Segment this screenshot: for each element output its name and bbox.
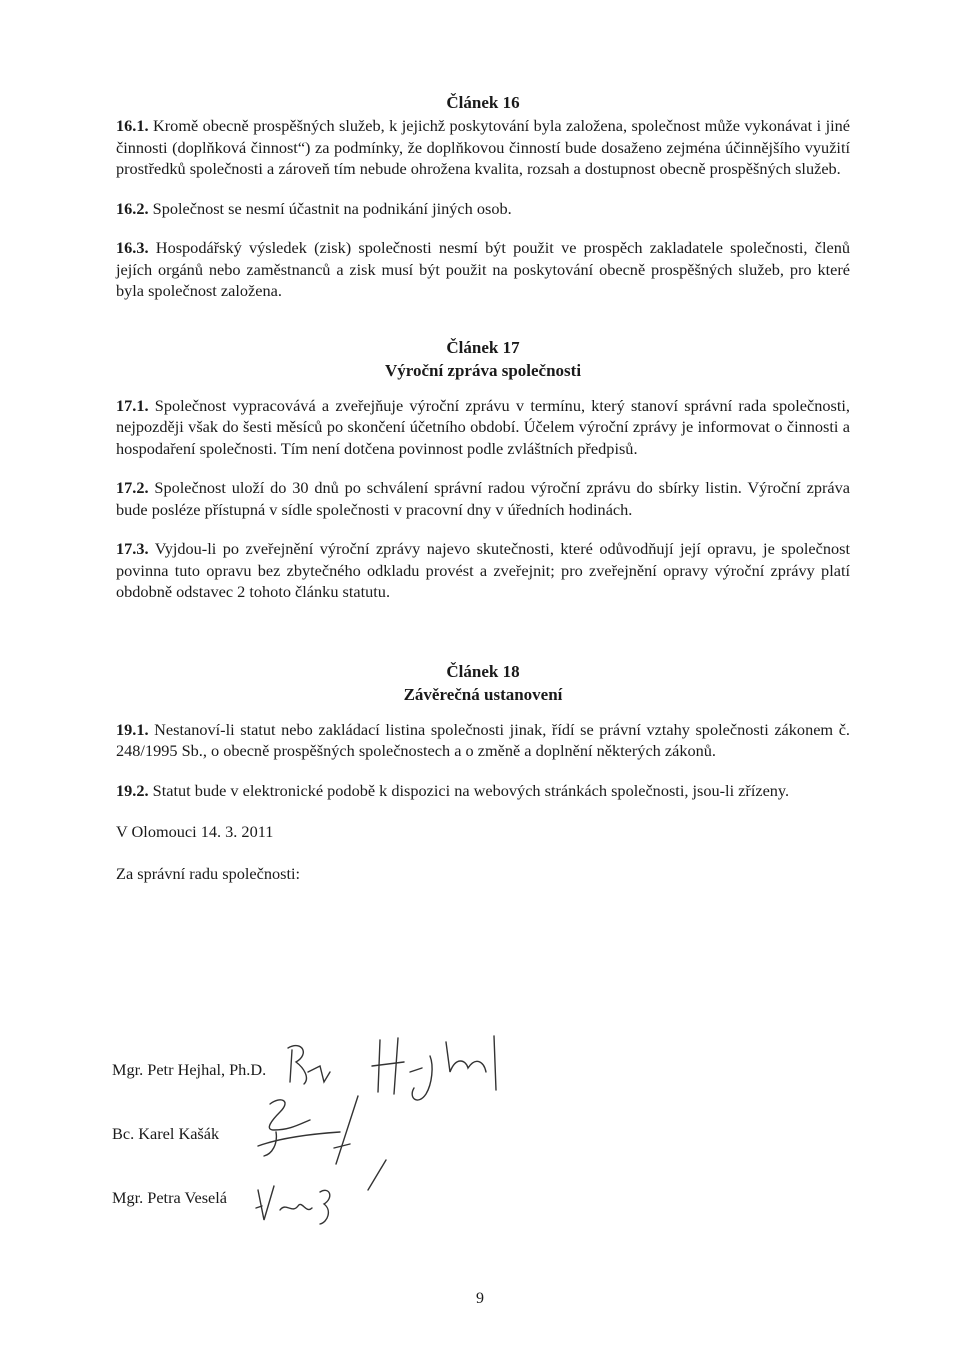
article-18-subheading: Závěrečná ustanovení — [403, 684, 563, 704]
paragraph-number: 19.2. — [116, 780, 149, 800]
paragraph-text: Společnost se nesmí účastnit na podnikání jiných osob. — [148, 198, 512, 218]
signatory-2: Bc. Karel Kašák — [112, 1124, 220, 1143]
article-16-heading: Článek 16 — [446, 93, 520, 112]
paragraph-19-2 — [116, 780, 850, 802]
paragraph-text: Vyjdou-li po zveřejnění výroční zprávy najevo skutečnosti, které odůvodňují její opravu, je společnost povinna tuto opravu bez zbytečného odkladu provést a zveřejnit; pro zveřejnění opravy výroční zprávy platí obdobně odstavec 2 tohoto článku statutu. — [116, 539, 850, 601]
paragraph-text: Kromě obecně prospěšných služeb, k jejichž poskytování byla založena, společnost může vykonávat i jiné činnosti (doplňková činnost“) za podmínky, že doplňkovou činností bude dosaženo zejména účinnějšího využití prostředků společnosti a zároveň tím nebude ohrožena kvalita, rozsah a dostupnost obecně prospěšných služeb. — [116, 116, 850, 178]
paragraph-number: 16.1. — [116, 116, 149, 135]
signature-vesela-icon — [250, 1180, 370, 1230]
paragraph-16-3 — [116, 237, 850, 302]
paragraph-number: 16.2. — [116, 198, 149, 218]
signatory-3: Mgr. Petra Veselá — [112, 1188, 228, 1207]
paragraph-number: 17.2. — [116, 478, 149, 497]
paragraph-17-1 — [116, 395, 850, 460]
signatory-1: Mgr. Petr Hejhal, Ph.D. — [112, 1060, 267, 1079]
paragraph-19-1 — [116, 719, 850, 762]
place-date: V Olomouci 14. 3. 2011 — [116, 822, 274, 841]
article-17-heading: Článek 17 — [446, 337, 520, 357]
paragraph-text: Statut bude v elektronické podobě k dispozici na webových stránkách společnosti, jsou-li zřízeny. — [148, 780, 790, 800]
paragraph-text: Nestanoví-li statut nebo zakládací listina společnosti jinak, řídí se právní vztahy společnosti zákonem č. 248/1995 Sb., o obecně prospěšných společnostech a o změně a doplnění některých zákonů. — [116, 719, 850, 760]
document-body — [116, 92, 850, 884]
paragraph-text: Společnost uloží do 30 dnů po schválení správní radou výroční zprávu do sbírky listin. Výroční zpráva bude posléze přístupná v sídle společnosti v pracovní dny v úředních hodinách. — [116, 478, 850, 519]
paragraph-number: 19.1. — [116, 719, 149, 739]
paragraph-number: 17.1. — [116, 395, 149, 415]
article-17-subheading: Výroční zpráva společnosti — [384, 360, 582, 380]
paragraph-17-3 — [116, 538, 850, 603]
board-label: Za správní radu společnosti: — [116, 863, 301, 883]
paragraph-16-1 — [116, 115, 850, 180]
page-number: 9 — [476, 1290, 484, 1307]
paragraph-17-2 — [116, 477, 850, 520]
paragraph-number: 16.3. — [116, 238, 149, 257]
article-18-heading: Článek 18 — [446, 661, 520, 681]
paragraph-number: 17.3. — [116, 539, 149, 558]
paragraph-16-2 — [116, 198, 850, 220]
paragraph-text: Společnost vypracovává a zveřejňuje výroční zprávu v termínu, který stanoví správní rada společnosti, nejpozději však do šesti měsíců po skončení účetního období. Účelem výroční zprávy je informovat o činnosti a hospodaření společnosti. Tím není dotčena povinnost podle zvláštních předpisů. — [116, 395, 850, 458]
paragraph-text: Hospodářský výsledek (zisk) společnosti nesmí být použit ve prospěch zakladatele společnosti, členů jejích orgánů nebo zaměstnanců a zisk musí být použit na poskytování obecně prospěšných služeb, pro které byla společnost založena. — [116, 238, 850, 300]
